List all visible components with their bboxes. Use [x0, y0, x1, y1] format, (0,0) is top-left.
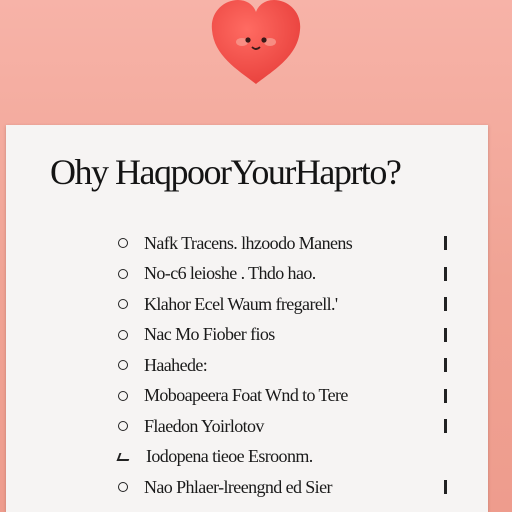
list-item-label: Nafk Tracens. lhzoodo Manens — [144, 232, 353, 253]
item-marker-icon — [444, 297, 447, 311]
radio-icon[interactable] — [118, 421, 128, 431]
heart-emoji-icon — [208, 0, 304, 86]
item-marker-icon — [444, 419, 447, 433]
radio-icon[interactable] — [118, 330, 128, 340]
checkmark-icon[interactable] — [117, 453, 132, 461]
radio-icon[interactable] — [118, 391, 128, 401]
item-marker-icon — [444, 389, 447, 403]
item-marker-icon — [444, 328, 447, 342]
card-title: Ohy HaqpoorYourHaprto? — [50, 152, 401, 192]
list-item-label: Klahor Ecel Waum fregarell.' — [144, 293, 338, 314]
list-item[interactable] — [114, 228, 454, 259]
list-item-label: Nao Phlaer-lreengnd ed Sier — [144, 476, 332, 497]
question-list — [114, 228, 454, 503]
list-item[interactable] — [114, 289, 454, 320]
list-item[interactable] — [114, 411, 454, 442]
list-item[interactable] — [114, 320, 454, 351]
item-marker-icon — [444, 358, 447, 372]
item-marker-icon — [444, 236, 447, 250]
list-item[interactable] — [114, 381, 454, 412]
radio-icon[interactable] — [118, 269, 128, 279]
list-item[interactable] — [114, 442, 454, 473]
list-item-label: Flaedon Yoirlotov — [144, 415, 264, 436]
item-marker-icon — [444, 480, 447, 494]
list-item-label: No-c6 leioshe . Thdo hao. — [144, 263, 316, 284]
list-item[interactable] — [114, 259, 454, 290]
list-item-label: Nac Mo Fiober fios — [144, 324, 275, 345]
question-card — [6, 125, 488, 512]
list-item[interactable] — [114, 472, 454, 503]
list-item[interactable] — [114, 350, 454, 381]
list-item-label: Iodopena tieoe Esroonm. — [146, 446, 313, 467]
list-item-label: Haahede: — [144, 354, 208, 375]
radio-icon[interactable] — [118, 360, 128, 370]
item-marker-icon — [444, 267, 447, 281]
radio-icon[interactable] — [118, 299, 128, 309]
radio-icon[interactable] — [118, 238, 128, 248]
list-item-label: Moboapeera Foat Wnd to Tere — [144, 385, 348, 406]
radio-icon[interactable] — [118, 482, 128, 492]
